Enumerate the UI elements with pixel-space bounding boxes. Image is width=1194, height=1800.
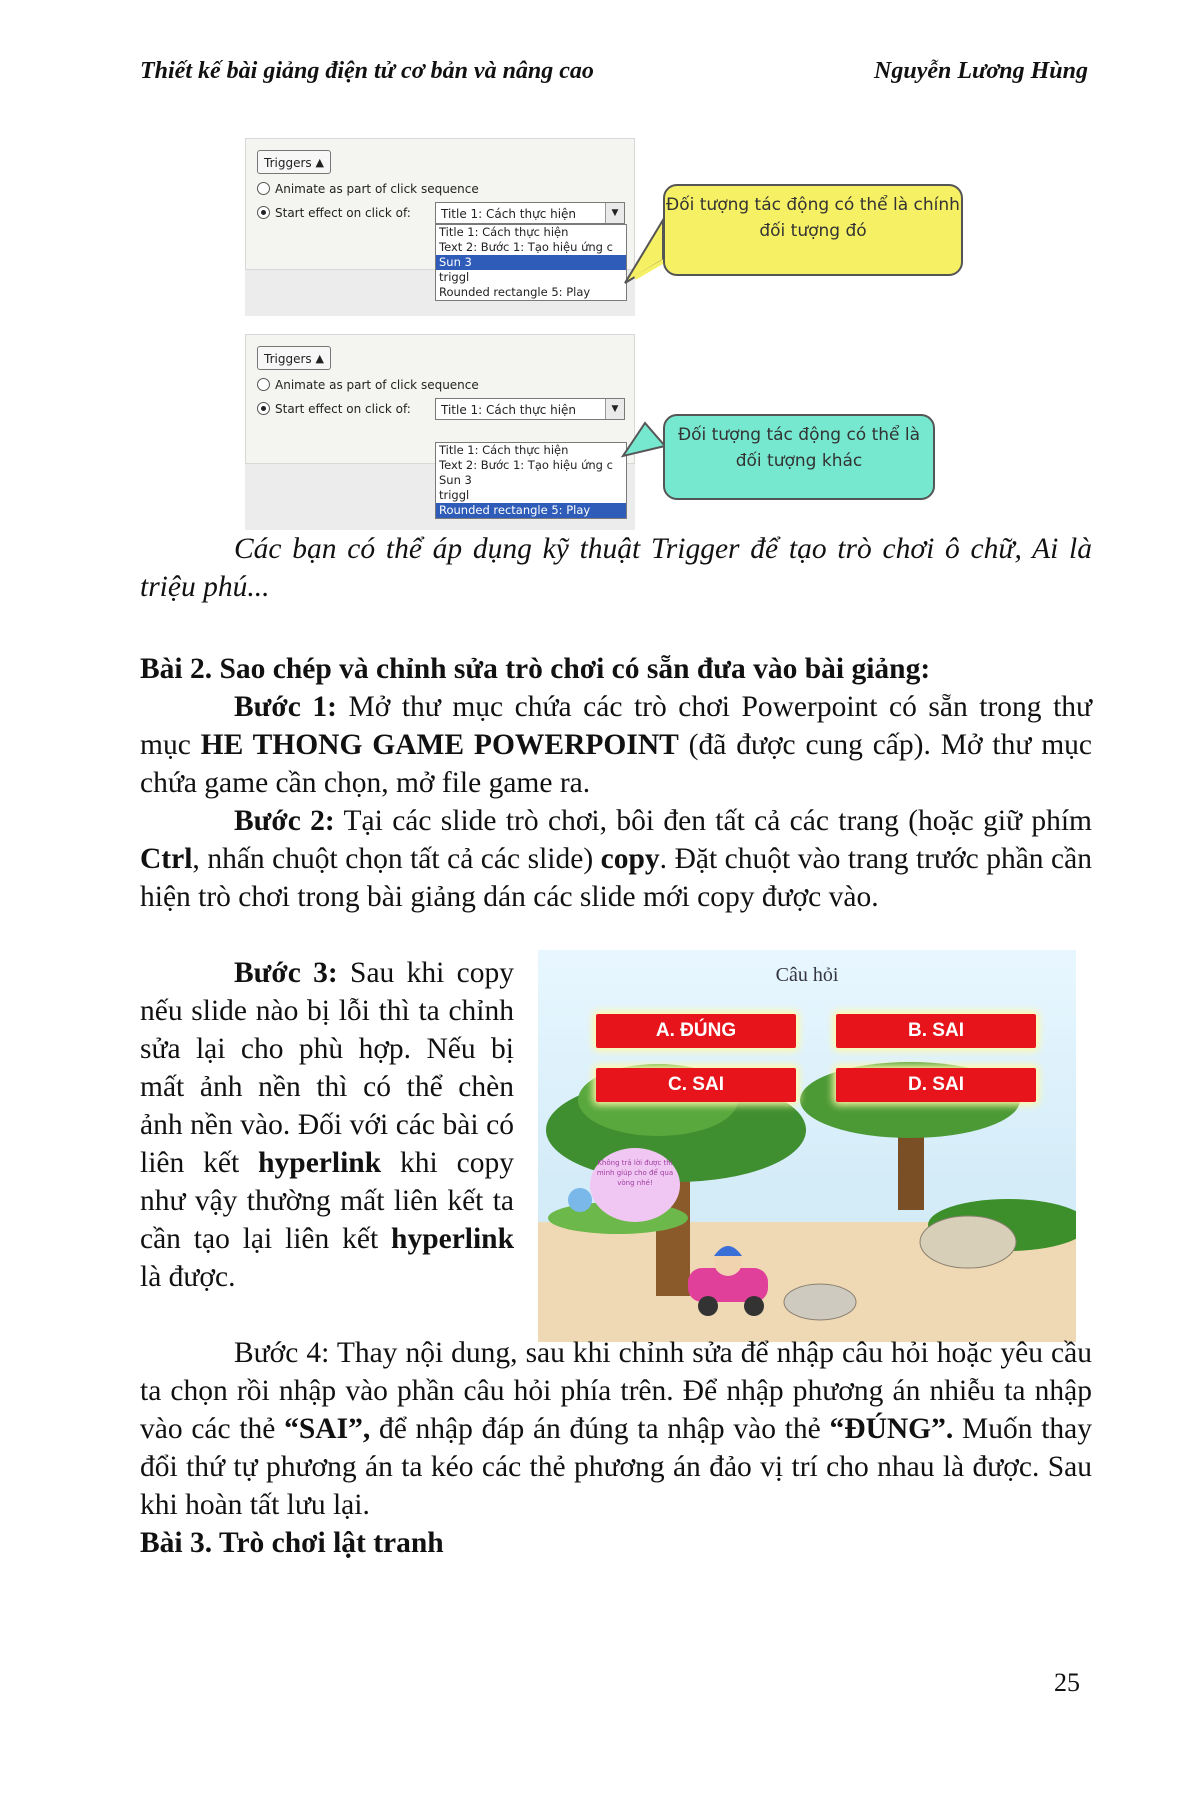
callout-other-object: Đối tượng tác động có thể là đối tượng khác [663, 414, 935, 500]
list-item: Rounded rectangle 5: Play [439, 285, 591, 299]
trigger-object-combo: Title 1: Cách thực hiện ▼ [435, 398, 625, 420]
radio-start-on-click: Start effect on click of: [257, 402, 411, 416]
list-item: Text 2: Bước 1: Tạo hiệu ứng c [439, 458, 613, 472]
list-item-selected: Rounded rectangle 5: Play [436, 503, 626, 518]
radio-animate-sequence: Animate as part of click sequence [257, 182, 479, 196]
question-label: Câu hỏi [775, 964, 839, 986]
quiz-game-slide-image [538, 950, 1076, 1342]
chevron-up-icon: ▲ [315, 156, 324, 169]
section-heading-bai-2: Bài 2. Sao chép và chỉnh sửa trò chơi có sẵn đưa vào bài giảng: [140, 653, 931, 685]
list-item-selected: Sun 3 [436, 255, 626, 270]
chevron-up-icon: ▲ [315, 352, 324, 365]
running-header-title: Thiết kế bài giảng điện tử cơ bản và nâng cao [140, 58, 594, 84]
answer-c: C. SAI [596, 1068, 796, 1102]
list-item: triggl [439, 488, 470, 502]
list-item: Sun 3 [439, 473, 472, 487]
step-1-paragraph: Bước 1: Mở thư mục chứa các trò chơi Powerpoint có sẵn trong thư mục HE THONG GAME POWERPOINT (đã được cung cấp). Mở thư mục chứa game cần chọn, mở file game ra. [140, 691, 1093, 799]
hint-bubble: Không trả lời được thì mình giúp cho để qua vòng nhé! [590, 1148, 680, 1222]
running-header-author: Nguyễn Lương Hùng [874, 58, 1088, 84]
section-heading-bai-3: Bài 3. Trò chơi lật tranh [140, 1527, 444, 1559]
step-2-paragraph: Bước 2: Tại các slide trò chơi, bôi đen tất cả các trang (hoặc giữ phím Ctrl, nhấn chuột chọn tất cả các slide) copy. Đặt chuột vào trang trước phần cần hiện trò chơi trong bài giảng dán các slide mới copy được vào. [140, 805, 1092, 913]
callout-pointer-2 [623, 423, 665, 456]
trigger-screenshots-figure [245, 138, 987, 530]
step-3-paragraph: Bước 3: Sau khi copy nếu slide nào bị lỗi thì ta chỉnh sửa lại cho phù hợp. Nếu bị mất ảnh nền thì có thể chèn ảnh nền vào. Đối với các bài có liên kết hyperlink khi copy như vậy thường mất liên kết ta cần tạo lại liên kết hyperlink là được. [140, 957, 515, 1293]
radio-start-on-click: Start effect on click of: [257, 206, 411, 220]
trigger-object-combo: Title 1: Cách thực hiện ▼ [435, 202, 625, 224]
step-4-paragraph: Bước 4: Thay nội dung, sau khi chỉnh sửa để nhập câu hỏi hoặc yêu cầu ta chọn rồi nhập vào phần câu hỏi phía trên. Để nhập phương án nhiễu ta nhập vào các thẻ “SAI”, để nhập đáp án đúng ta nhập vào thẻ “ĐÚNG”. Muốn thay đổi thứ tự phương án ta kéo các thẻ phương án đảo vị trí cho nhau là được. Sau khi hoàn tất lưu lại. [140, 1337, 1092, 1521]
list-item: Title 1: Cách thực hiện [439, 225, 569, 239]
triggers-button: Triggers ▲ [257, 150, 331, 174]
figure-caption: Các bạn có thể áp dụng kỹ thuật Trigger để tạo trò chơi ô chữ, Ai là triệu phú... [140, 533, 1092, 603]
callout-same-object: Đối tượng tác động có thể là chính đối tượng đó [663, 184, 963, 276]
smurf-character [568, 1188, 592, 1212]
rock [920, 1216, 1016, 1268]
radio-animate-sequence: Animate as part of click sequence [257, 378, 479, 392]
scenery-illustration [538, 950, 1076, 1342]
page-number: 25 [1054, 1668, 1080, 1697]
list-item: Title 1: Cách thực hiện [439, 443, 569, 457]
triggers-button: Triggers ▲ [257, 346, 331, 370]
list-item: triggl [439, 270, 470, 284]
answer-a: A. ĐÚNG [596, 1014, 796, 1048]
answer-b: B. SAI [836, 1014, 1036, 1048]
rock [784, 1284, 856, 1320]
chevron-down-icon: ▼ [605, 399, 624, 419]
list-item: Text 2: Bước 1: Tạo hiệu ứng c [439, 240, 613, 254]
answer-d: D. SAI [836, 1068, 1036, 1102]
chevron-down-icon: ▼ [605, 203, 624, 223]
